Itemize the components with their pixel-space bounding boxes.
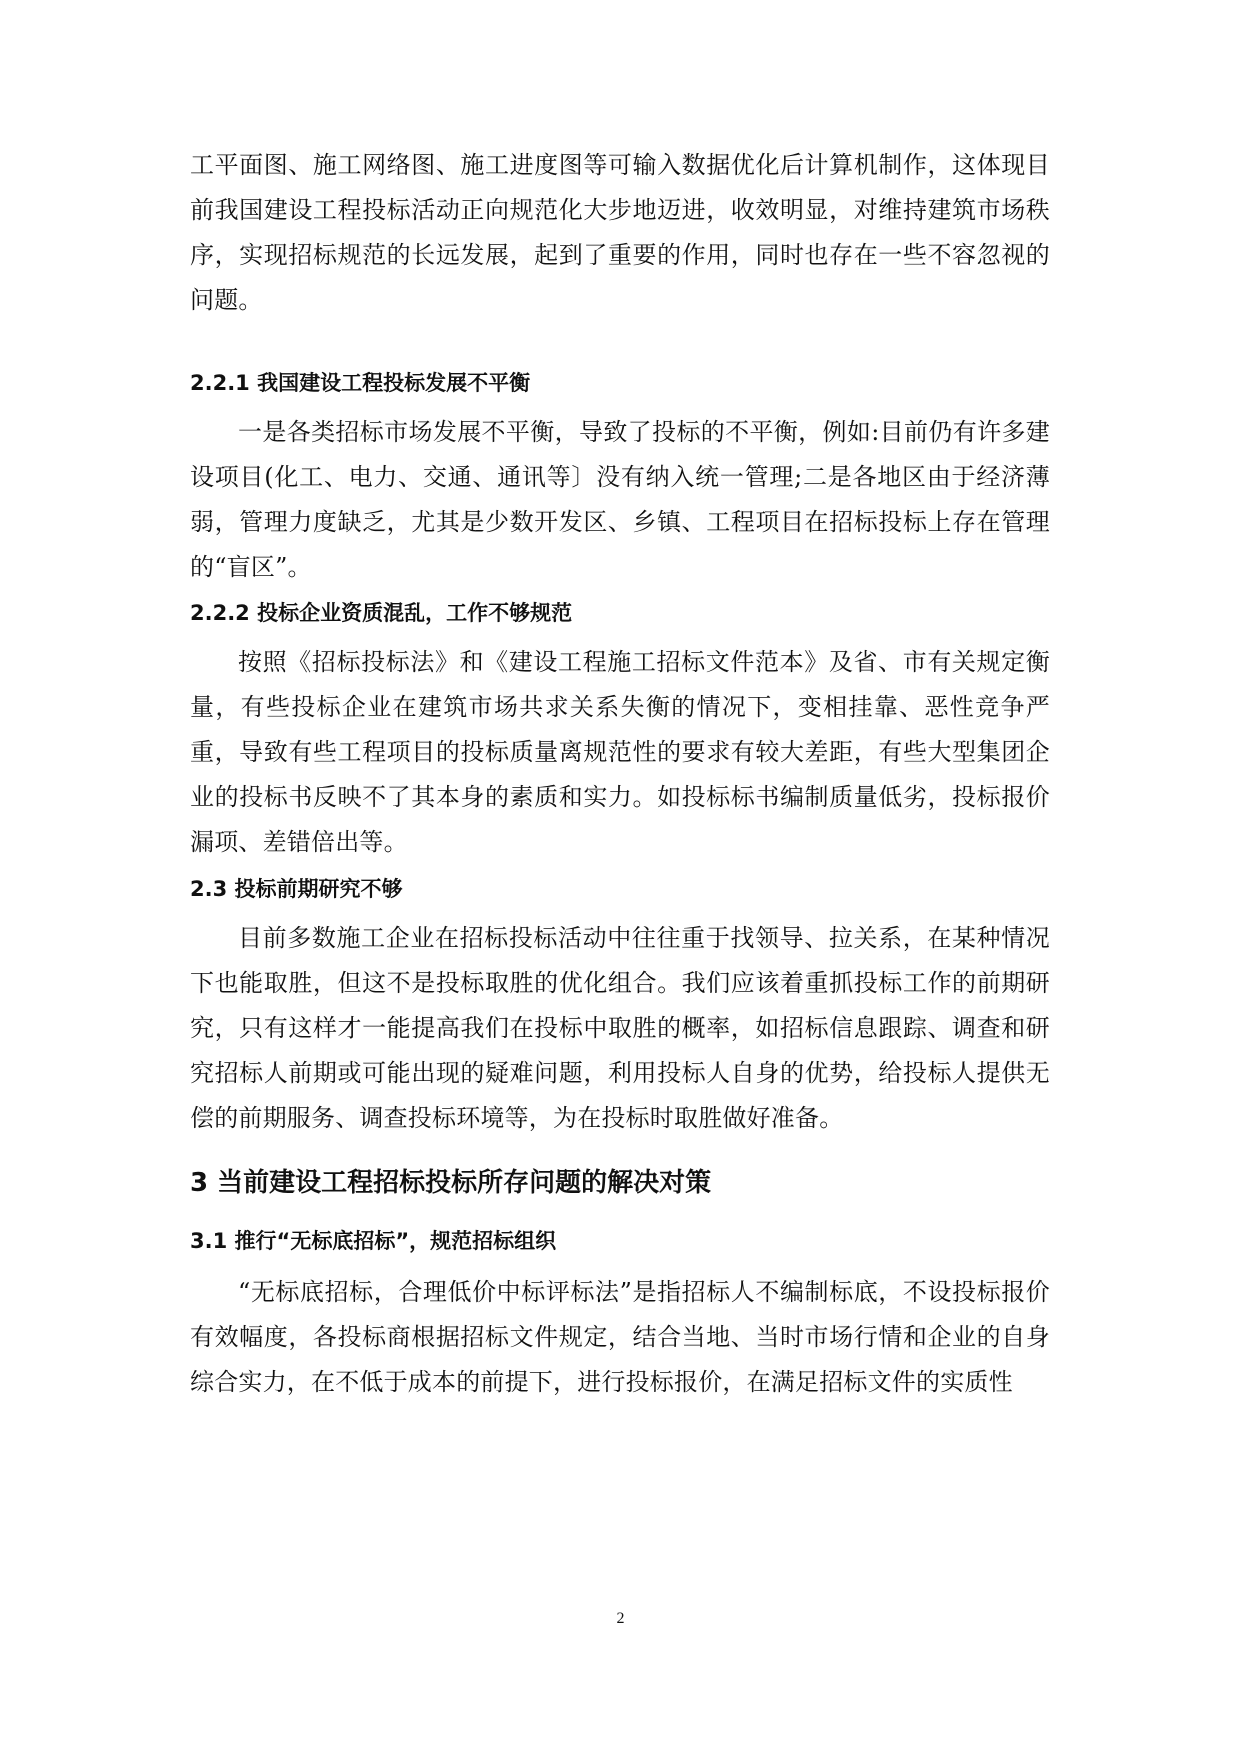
heading-3: 3 当前建设工程招标投标所存问题的解决对策 — [190, 1168, 712, 1198]
section-2-2-2 — [190, 598, 1050, 628]
section-3 — [190, 1165, 1050, 1201]
page-number: 2 — [616, 1610, 625, 1627]
heading-2-2-1: 2.2.1 我国建设工程投标发展不平衡 — [190, 371, 531, 395]
heading-3-1: 3.1 推行“无标底招标”，规范招标组织 — [190, 1229, 557, 1253]
intro-paragraph: 工平面图、施工网络图、施工进度图等可输入数据优化后计算机制作，这体现目前我国建设工程投标活动正向规范化大步地迈进，收效明显，对维持建筑市场秩序，实现招标规范的长远发展，起到了重要的作用，同时也存在一些不容忽视的问题。 — [190, 151, 1050, 314]
section-2-2-1-body — [190, 410, 1050, 590]
heading-2-3: 2.3 投标前期研究不够 — [190, 877, 403, 901]
section-3-1 — [190, 1226, 1050, 1256]
paragraph-2-3: 目前多数施工企业在招标投标活动中往往重于找领导、拉关系，在某种情况下也能取胜，但这不是投标取胜的优化组合。我们应该着重抓投标工作的前期研究，只有这样才一能提高我们在投标中取胜的概率，如招标信息跟踪、调查和研究招标人前期或可能出现的疑难问题，利用投标人自身的优势，给投标人提供无偿的前期服务、调查投标环境等，为在投标时取胜做好准备。 — [190, 924, 1050, 1132]
intro-paragraph-block — [190, 143, 1050, 323]
section-2-2-1 — [190, 368, 1050, 398]
section-2-2-2-body — [190, 640, 1050, 865]
section-2-3-body — [190, 916, 1050, 1141]
section-3-1-body — [190, 1270, 1050, 1405]
paragraph-2-2-2: 按照《招标投标法》和《建设工程施工招标文件范本》及省、市有关规定衡量，有些投标企业在建筑市场共求关系失衡的情况下，变相挂靠、恶性竞争严重，导致有些工程项目的投标质量离规范性的要求有较大差距，有些大型集团企业的投标书反映不了其本身的素质和实力。如投标标书编制质量低劣，投标报价漏项、差错倍出等。 — [190, 648, 1050, 856]
section-2-3 — [190, 874, 1050, 904]
paragraph-3-1: “无标底招标，合理低价中标评标法”是指招标人不编制标底，不设投标报价有效幅度，各投标商根据招标文件规定，结合当地、当时市场行情和企业的自身综合实力，在不低于成本的前提下，进行投标报价，在满足招标文件的实质性 — [190, 1278, 1050, 1396]
heading-2-2-2: 2.2.2 投标企业资质混乱，工作不够规范 — [190, 601, 573, 625]
paragraph-2-2-1: 一是各类招标市场发展不平衡，导致了投标的不平衡，例如:目前仍有许多建设项目(化工、电力、交通、通讯等〕没有纳入统一管理;二是各地区由于经济薄弱，管理力度缺乏，尤其是少数开发区、乡镇、工程项目在招标投标上存在管理的“盲区”。 — [190, 418, 1050, 581]
